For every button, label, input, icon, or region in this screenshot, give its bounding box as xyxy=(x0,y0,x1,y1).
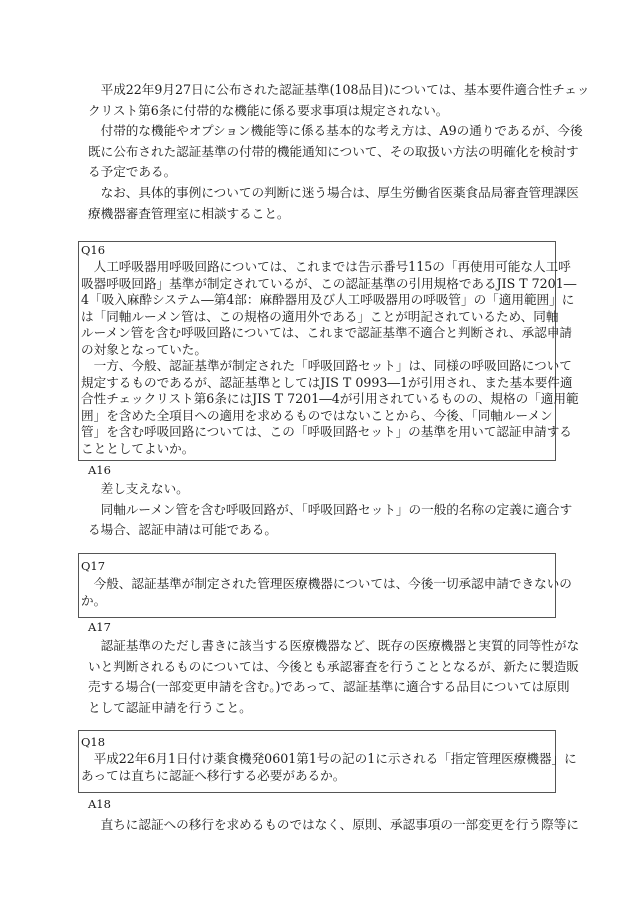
a18-text xyxy=(88,815,579,836)
q18-text xyxy=(81,751,577,784)
text-line: 今般、認証基準が制定された管理医療機器については、今後一切承認申請できないの xyxy=(81,576,572,591)
text-line: か。 xyxy=(81,592,107,608)
text-line: 管」を含む呼吸回路については、この「呼吸回路セット」の基準を用いて認証申請する xyxy=(81,424,572,439)
text-line: 一方、今般、認証基準が制定された「呼吸回路セット」は、同様の呼吸回路について xyxy=(81,358,572,373)
text-line: 既に公布された認証基準の付帯的機能通知について、その取扱い方法の明確化を検討す xyxy=(88,143,579,159)
text-line: 合性チェックリスト第6条にはJIS T 7201―4が引用されているものの、規格の「適用範 xyxy=(81,391,579,406)
q16-text xyxy=(81,259,579,457)
q17-text xyxy=(81,576,572,609)
a16-label: A16 xyxy=(88,463,111,477)
text-line: いと判断されるものについては、今後とも承認審査を行うこととなるが、新たに製造販 xyxy=(88,658,579,674)
text-line: あっては直ちに認証へ移行する必要があるか。 xyxy=(81,767,346,783)
a16-text xyxy=(88,479,573,541)
text-line: 同軸ルーメン管を含む呼吸回路が、「呼吸回路セット」の一般的名称の定義に適合す xyxy=(88,501,573,517)
a18-label: A18 xyxy=(88,797,111,811)
text-line: る場合、認証申請は可能である。 xyxy=(88,522,277,538)
text-line: 直ちに認証への移行を求めるものではなく、原則、承認事項の一部変更を行う際等に xyxy=(88,817,579,832)
text-line: 付帯的な機能やオプション機能等に係る基本的な考え方は、A9の通りであるが、今後 xyxy=(88,123,583,139)
text-line: なお、具体的事例についての判断に迷う場合は、厚生労働省医薬食品局審査管理課医 xyxy=(88,184,579,200)
text-line: の対象となっていた。 xyxy=(81,341,207,357)
text-line: 認証基準のただし書きに該当する医療機器など、既存の医療機器と実質的同等性がな xyxy=(88,638,580,653)
text-line: として認証申請を行うこと。 xyxy=(88,699,252,715)
text-line: 売する場合(一部変更申請を含む。)であって、認証基準に適合する品目については原則 xyxy=(88,679,570,695)
q17-label: Q17 xyxy=(81,559,106,573)
text-line: 規定するものであるが、認証基準としてはJIS T 0993―1が引用され、また基本要件適 xyxy=(81,374,573,390)
a17-label: A17 xyxy=(88,620,111,634)
text-line: こととしてよいか。 xyxy=(81,440,195,456)
text-line: 囲」を含めた全項目への適用を求めるものではないことから、今後、「同軸ルーメン xyxy=(81,407,553,423)
text-line: は「同軸ルーメン管は、この規格の適用外である」ことが明記されているため、同軸 xyxy=(81,308,559,324)
intro-paragraphs xyxy=(88,80,590,224)
text-line: 差し支えない。 xyxy=(88,481,189,496)
text-line: ルーメン管を含む呼吸回路については、これまで認証基準不適合と判断され、承認申請 xyxy=(81,325,573,340)
q18-label: Q18 xyxy=(81,735,106,749)
text-line: クリスト第6条に付帯的な機能に係る要求事項は規定されない。 xyxy=(88,102,449,118)
text-line: 吸器呼吸回路」基準が制定されているが、この認証基準の引用規格であるJIS T 7201― xyxy=(81,275,577,291)
text-line: 平成22年6月1日付け薬食機発0601第1号の記の1に示される「指定管理医療機器」に xyxy=(81,751,577,766)
text-line: 人工呼吸器用呼吸回路については、これまでは告示番号115の「再使用可能な人工呼 xyxy=(81,259,571,274)
text-line: る予定である。 xyxy=(88,164,177,180)
a17-text xyxy=(88,636,580,718)
q16-label: Q16 xyxy=(81,243,106,257)
text-line: 療機器審査管理室に相談すること。 xyxy=(88,205,290,221)
text-line: 4「吸入麻酔システム―第4部：麻酔器用及び人工呼吸器用の呼吸管」の「適用範囲」に xyxy=(81,292,575,307)
text-line: 平成22年9月27日に公布された認証基準(108品目)については、基本要件適合性チェッ xyxy=(88,82,590,97)
